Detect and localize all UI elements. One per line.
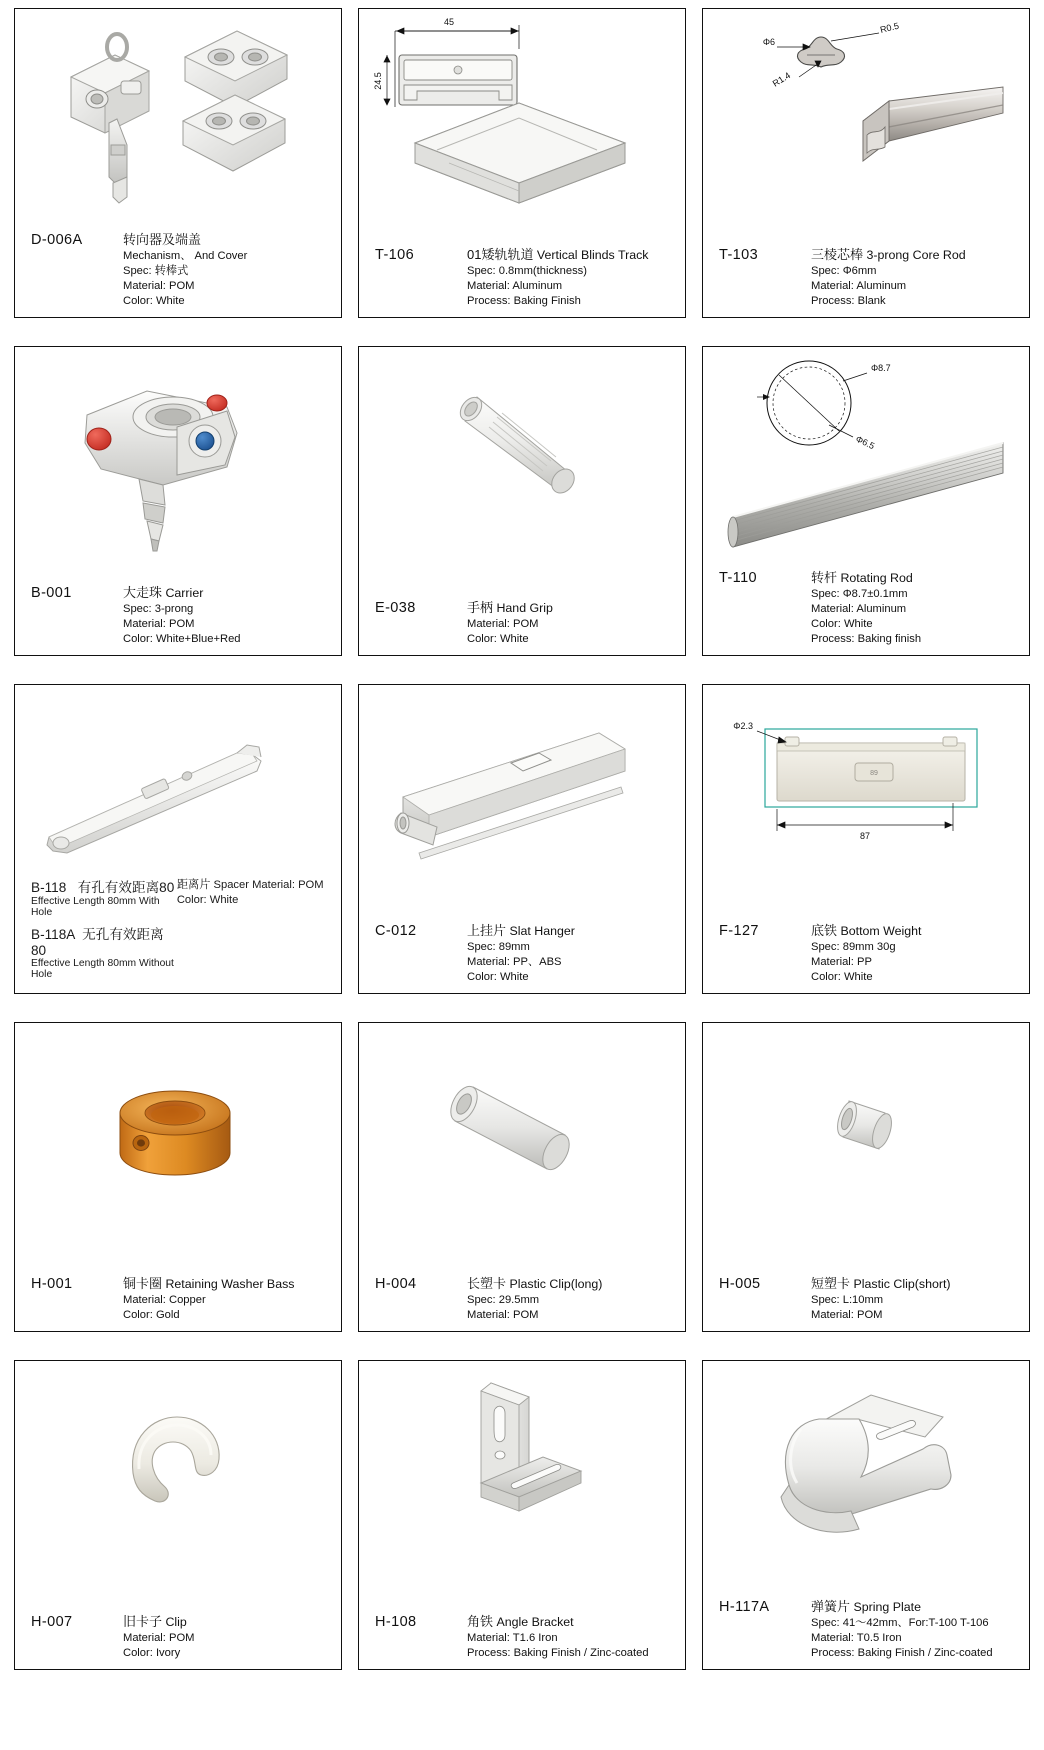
product-description xyxy=(467,599,553,647)
product-illustration-spacer xyxy=(15,685,341,890)
product-card-h-005 xyxy=(702,1022,1030,1332)
product-code: B-001 xyxy=(31,584,72,601)
product-title xyxy=(123,1613,195,1631)
product-process-line: Process: Baking Finish / Zinc-coated xyxy=(811,1647,993,1660)
dimension-phi-6: Φ6 xyxy=(762,37,775,47)
product-title-cn: 角铁 xyxy=(467,1613,494,1629)
product-title-cn: 大走珠 xyxy=(123,584,163,600)
product-material-line: Material: Aluminum xyxy=(811,603,907,616)
product-title xyxy=(123,584,241,602)
product-code: C-012 xyxy=(375,922,417,939)
product-caption xyxy=(359,922,685,993)
product-card-f-127 xyxy=(702,684,1030,994)
product-code-block xyxy=(31,876,177,985)
product-title-cn: 铜卡圈 xyxy=(123,1275,163,1291)
product-material-line: Material: Aluminum xyxy=(811,280,907,293)
dimension-r1-4: R1.4 xyxy=(770,70,793,89)
product-code: E-038 xyxy=(375,599,416,616)
svg-text:89: 89 xyxy=(870,770,878,777)
product-illustration-carrier xyxy=(15,347,341,552)
product-spec-line: Spec: 89mm 30g xyxy=(811,941,896,954)
product-title-cn-right: 距离片 xyxy=(176,879,211,891)
product-illustration-slat-hanger xyxy=(359,685,685,890)
product-material-line: Material: POM xyxy=(467,1309,539,1322)
product-caption xyxy=(15,1275,341,1331)
product-card-c-012 xyxy=(358,684,686,994)
product-description xyxy=(467,1275,602,1323)
product-caption xyxy=(359,1275,685,1331)
dimension-height-24-5: 24.5 xyxy=(373,72,383,90)
product-description xyxy=(177,876,331,908)
product-title-en-right: Spacer xyxy=(213,879,249,891)
product-spec-line: Spec: 3-prong xyxy=(123,603,194,616)
product-process-line: Process: Baking finish xyxy=(811,633,922,646)
product-material-line: Material: POM xyxy=(811,1309,883,1322)
product-title xyxy=(467,1275,602,1293)
product-title-en: Bottom Weight xyxy=(840,923,922,938)
product-title-en: Plastic Clip(short) xyxy=(853,1276,951,1291)
product-process-line: Process: Blank xyxy=(811,295,886,308)
product-illustration-bottom-weight xyxy=(703,685,1029,890)
product-code: H-001 xyxy=(31,1275,73,1292)
product-color-line: Color: White xyxy=(811,971,873,984)
product-card-h-117a xyxy=(702,1360,1030,1670)
product-spec-line: Spec: Φ8.7±0.1mm xyxy=(811,588,908,601)
product-color-line: Color: White+Blue+Red xyxy=(123,633,241,646)
product-code: H-005 xyxy=(719,1275,761,1292)
product-card-t-106 xyxy=(358,8,686,318)
product-material-line: Material: PP xyxy=(811,956,872,969)
product-card-h-007 xyxy=(14,1360,342,1670)
product-title xyxy=(811,922,922,940)
product-illustration-retaining-washer xyxy=(15,1023,341,1228)
product-card-t-103 xyxy=(702,8,1030,318)
product-title xyxy=(811,246,966,264)
dimension-phi-8-7: Φ8.7 xyxy=(871,363,891,373)
product-spec-line: Spec: 41～42mm、For:T-100 T-106 xyxy=(811,1617,989,1630)
product-material-line: Material: T1.6 Iron xyxy=(467,1632,558,1645)
product-caption xyxy=(15,876,341,993)
product-title-cn: 长塑卡 xyxy=(467,1275,507,1291)
product-spec-line: Spec: 0.8mm(thickness) xyxy=(467,265,587,278)
product-caption xyxy=(703,922,1029,993)
product-illustration-hand-grip xyxy=(359,347,685,552)
product-code xyxy=(31,876,177,896)
product-spec-line: Spec: 29.5mm xyxy=(467,1294,540,1307)
product-color-line: Color: White xyxy=(467,633,529,646)
product-code: H-007 xyxy=(31,1613,73,1630)
product-code: T-103 xyxy=(719,246,759,263)
product-title xyxy=(123,231,247,249)
product-process-line: Process: Baking Finish xyxy=(467,295,581,308)
product-color-line: Color: Gold xyxy=(123,1309,180,1322)
product-title-cn: 转杆 xyxy=(811,569,838,585)
product-description xyxy=(811,1598,993,1661)
product-illustration-mechanism-and-cover xyxy=(15,9,341,214)
product-title-cn: 弹簧片 xyxy=(811,1598,851,1614)
product-title xyxy=(467,922,575,940)
product-spec-line: Spec: 转棒式 xyxy=(123,265,189,278)
product-caption xyxy=(703,569,1029,655)
product-title xyxy=(467,1613,649,1631)
product-illustration-vertical-blinds-track xyxy=(359,9,685,214)
product-title-en: Angle Bracket xyxy=(496,1614,574,1629)
product-caption xyxy=(15,584,341,655)
product-code: F-127 xyxy=(719,922,759,939)
product-material-line: Material: POM xyxy=(123,1632,195,1645)
product-code: H-108 xyxy=(375,1613,417,1630)
product-title-en: Carrier xyxy=(165,585,204,600)
product-title-en: Vertical Blinds Track xyxy=(536,247,649,262)
product-title-en: Rotating Rod xyxy=(840,570,913,585)
product-card-b-001 xyxy=(14,346,342,656)
product-title-cn: 有孔有效距离80 xyxy=(77,880,175,895)
product-title-cn: 手柄 xyxy=(467,599,494,615)
dimension-phi-6-5: Φ6.5 xyxy=(854,433,877,452)
product-title-cn: 旧卡子 xyxy=(123,1613,163,1629)
product-code-text: B-118 xyxy=(31,880,67,895)
product-card-b-118 xyxy=(14,684,342,994)
product-illustration-core-rod xyxy=(703,9,1029,214)
product-material-line: Material: POM xyxy=(123,618,195,631)
product-title-en: Spring Plate xyxy=(853,1599,921,1614)
product-title-cn: 01矮轨轨道 xyxy=(467,246,534,262)
product-material-line: Material: POM xyxy=(123,280,195,293)
product-process-line: Process: Baking Finish / Zinc-coated xyxy=(467,1647,649,1660)
product-description xyxy=(123,1613,195,1661)
product-title xyxy=(467,246,648,264)
dimension-width-45: 45 xyxy=(443,17,455,27)
product-subtitle-en: Effective Length 80mm With Hole xyxy=(31,896,160,918)
product-material-line: Material: PP、ABS xyxy=(467,956,562,969)
product-title-cn: 上挂片 xyxy=(467,922,507,938)
product-code: T-110 xyxy=(719,569,758,586)
product-title-cn: 三棱芯棒 xyxy=(811,246,864,262)
product-caption xyxy=(703,1275,1029,1331)
product-illustration-angle-bracket xyxy=(359,1361,685,1566)
product-description xyxy=(811,569,921,647)
product-card-d-006a xyxy=(14,8,342,318)
product-illustration-clip xyxy=(15,1361,341,1566)
product-code: H-117A xyxy=(719,1598,770,1615)
product-subtitle-en-alt: Effective Length 80mm Without Hole xyxy=(31,958,174,980)
product-title xyxy=(177,879,252,891)
product-title-en: Mechanism、 And Cover xyxy=(123,250,248,263)
product-card-e-038 xyxy=(358,346,686,656)
product-description xyxy=(467,246,648,309)
product-code: T-106 xyxy=(375,246,415,263)
product-caption xyxy=(15,1613,341,1669)
product-description xyxy=(123,584,241,647)
product-description xyxy=(123,1275,294,1323)
product-material-line: Material: T0.5 Iron xyxy=(811,1632,902,1645)
product-caption xyxy=(15,231,341,317)
product-title xyxy=(811,1275,951,1293)
product-spec-line: Spec: Φ6mm xyxy=(811,265,877,278)
product-code: D-006A xyxy=(31,231,83,248)
product-material-line: Material: Copper xyxy=(123,1294,206,1307)
product-color-line: Color: White xyxy=(467,971,529,984)
product-card-t-110 xyxy=(702,346,1030,656)
product-title xyxy=(123,1275,294,1293)
product-title-en: Plastic Clip(long) xyxy=(509,1276,603,1291)
product-title-en: Slat Hanger xyxy=(509,923,575,938)
product-title-en: Retaining Washer Bass xyxy=(165,1276,295,1291)
product-material-line: Material: POM xyxy=(252,879,324,891)
product-card-h-004 xyxy=(358,1022,686,1332)
product-title-en: 3-prong Core Rod xyxy=(866,247,966,262)
product-illustration-rotating-rod xyxy=(703,347,1029,552)
product-caption xyxy=(359,1613,685,1669)
product-code: H-004 xyxy=(375,1275,417,1292)
product-title xyxy=(467,599,553,617)
product-title-en: Clip xyxy=(165,1614,187,1629)
product-spec-line: Spec: 89mm xyxy=(467,941,530,954)
product-illustration-plastic-clip-long xyxy=(359,1023,685,1228)
product-caption xyxy=(703,1598,1029,1669)
product-description xyxy=(811,1275,951,1323)
product-code-alt-text: B-118A xyxy=(31,927,75,942)
product-material-line: Material: Aluminum xyxy=(467,280,563,293)
dimension-phi-2-3: Φ2.3 xyxy=(733,721,753,731)
product-title-cn-alt: 无孔有效距离80 xyxy=(31,927,164,958)
product-color-line: Color: White xyxy=(123,295,185,308)
product-material-line: Material: POM xyxy=(467,618,539,631)
product-description xyxy=(811,922,922,985)
product-caption xyxy=(703,246,1029,317)
product-description xyxy=(123,231,247,309)
product-color-line: Color: White xyxy=(811,618,873,631)
product-title xyxy=(811,569,921,587)
product-illustration-spring-plate xyxy=(703,1361,1029,1566)
product-title-cn: 转向器及端盖 xyxy=(123,231,202,247)
product-card-h-001 xyxy=(14,1022,342,1332)
product-title xyxy=(811,1598,993,1616)
product-description xyxy=(467,922,575,985)
product-title-cn: 短塑卡 xyxy=(811,1275,851,1291)
product-color-line: Color: White xyxy=(176,894,239,907)
product-code-alt xyxy=(31,923,177,958)
dimension-width-87: 87 xyxy=(859,831,871,841)
dimension-r0-5: R0.5 xyxy=(879,20,900,35)
product-caption xyxy=(359,599,685,655)
product-title-en: Hand Grip xyxy=(496,600,553,615)
product-spec-line: Spec: L:10mm xyxy=(811,1294,884,1307)
product-title-cn: 底铁 xyxy=(811,922,838,938)
product-description xyxy=(467,1613,649,1661)
product-description xyxy=(811,246,966,309)
product-color-line: Color: Ivory xyxy=(123,1647,181,1660)
product-illustration-plastic-clip-short xyxy=(703,1023,1029,1228)
product-caption xyxy=(359,246,685,317)
product-card-h-108 xyxy=(358,1360,686,1670)
